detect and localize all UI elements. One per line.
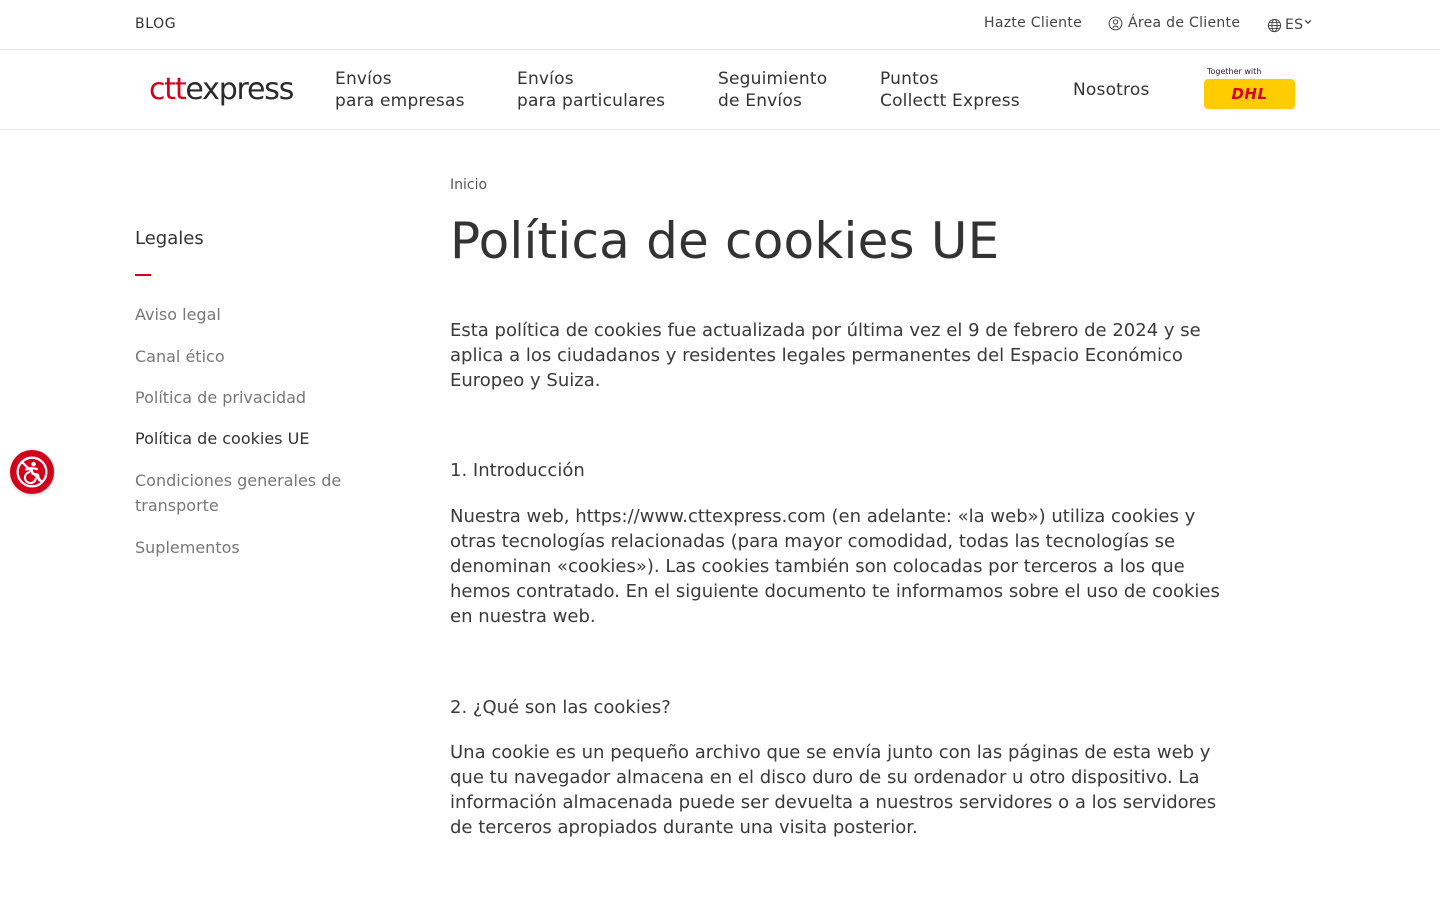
dhl-logo-text: DHL [1231,85,1268,103]
top-utility-bar [0,0,1440,50]
language-label: ES [1285,17,1304,33]
dhl-badge [1204,79,1295,109]
nav-envios-empresas-line1: Envíos [335,69,392,89]
section-2-title: 2. ¿Qué son las cookies? [450,697,671,718]
dhl-tagline: Together with [1207,67,1262,76]
sidebar-item-aviso-legal[interactable]: Aviso legal [135,305,221,324]
nav-seguimiento-line2: de Envíos [718,91,803,111]
area-cliente-label: Área de Cliente [1128,15,1241,31]
user-circle-icon [1108,16,1123,31]
nav-puntos-line1: Puntos [880,69,939,89]
hazte-cliente-link[interactable] [984,15,1082,31]
main-navigation [0,51,1440,130]
page-title: Política de cookies UE [450,212,1000,270]
sidebar-item-politica-privacidad[interactable]: Política de privacidad [135,388,307,407]
ctt-express-logo[interactable] [149,72,293,108]
nav-envios-particulares-line1: Envíos [517,69,574,89]
sidebar-title: Legales [135,228,204,249]
sidebar-title-underline [135,274,151,276]
chevron-down-icon [1304,18,1312,26]
hazte-cliente-label: Hazte Cliente [984,15,1083,31]
nav-seguimiento-line1: Seguimiento [718,69,828,89]
nav-seguimiento-envios[interactable] [718,68,827,112]
dhl-partner-logo[interactable] [1204,67,1296,109]
globe-icon [1267,18,1282,33]
section-1-title: 1. Introducción [450,460,585,481]
area-cliente-link[interactable] [1108,15,1240,31]
nav-puntos-collectt[interactable] [880,68,1020,112]
sidebar-item-condiciones-transporte[interactable]: Condiciones generales de transporte [135,471,342,515]
nav-envios-empresas[interactable] [335,68,465,112]
breadcrumb-inicio[interactable]: Inicio [450,177,488,193]
logo-express: express [185,72,294,107]
accessibility-icon [15,455,49,489]
nav-envios-particulares-line2: para particulares [517,91,666,111]
nav-envios-empresas-line2: para empresas [335,91,465,111]
nav-envios-particulares[interactable] [517,68,665,112]
nav-puntos-line2: Collectt Express [880,91,1020,111]
sidebar-item-suplementos[interactable]: Suplementos [135,538,240,557]
nav-nosotros[interactable] [1073,79,1150,101]
section-1-body: Nuestra web, https://www.cttexpress.com (en adelante: «la web») utiliza cookies y otras tecnologías relacionadas (para mayor comodidad, todas las tecnologías se denominan «cookies»). Las cookies también son colocadas por terceros a los que hemos contratado. En el siguiente documento te informamos sobre el uso de cookies en nuestra web. [450,506,1220,627]
sidebar-item-canal-etico[interactable]: Canal ético [135,347,225,366]
blog-link[interactable]: BLOG [135,16,177,32]
sidebar-item-politica-cookies[interactable]: Política de cookies UE [135,429,310,448]
logo-ctt: ctt [149,72,186,107]
nav-nosotros-label: Nosotros [1073,80,1150,100]
section-2-body: Una cookie es un pequeño archivo que se envía junto con las páginas de esta web y que tu navegador almacena en el disco duro de su ordenador u otro dispositivo. La información almacenada puede ser devuelta a nuestros servidores o a los servidores de terceros apropiados durante una visita posterior. [450,742,1217,838]
accessibility-button[interactable] [10,450,54,494]
language-selector[interactable] [1267,17,1312,33]
intro-paragraph: Esta política de cookies fue actualizada por última vez el 9 de febrero de 2024 y se aplica a los ciudadanos y residentes legales permanentes del Espacio Económico Europeo y Suiza. [450,320,1201,391]
